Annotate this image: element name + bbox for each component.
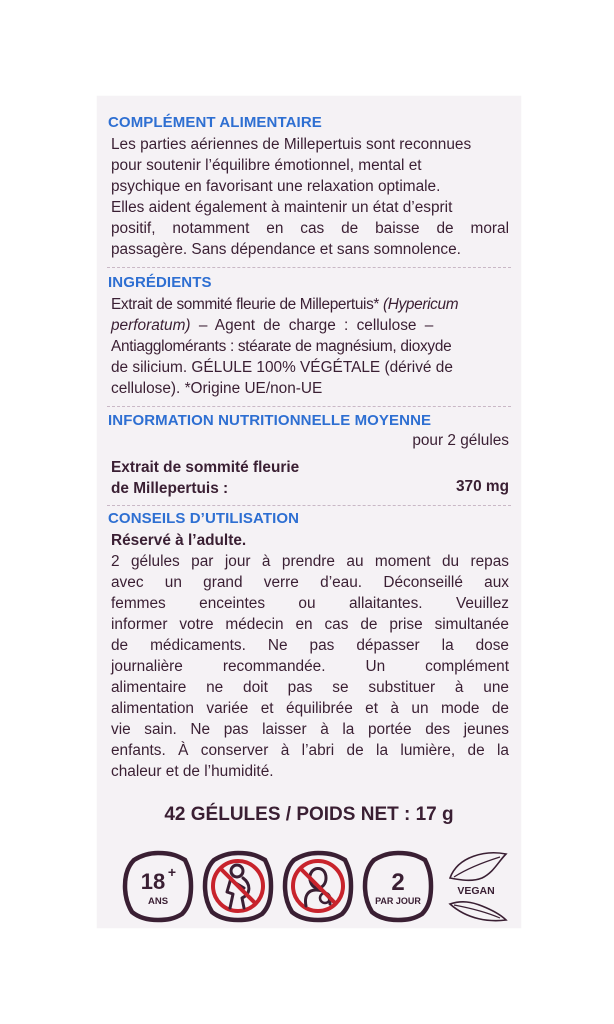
section-divider <box>107 406 511 407</box>
nutrition-item-value: 370 mg <box>455 478 509 495</box>
complement-line: positif, notamment en cas de baisse de moral <box>111 220 509 237</box>
dose-unit: PAR JOUR <box>375 896 421 906</box>
ingredients-latin-name: perforatum) <box>111 317 191 334</box>
ingredients-line: cellulose). *Origine UE/non-UE <box>111 380 323 397</box>
complement-heading: COMPLÉMENT ALIMENTAIRE <box>108 114 322 131</box>
ingredients-line: de silicium. GÉLULE 100% VÉGÉTALE (dérivé de <box>111 359 453 376</box>
usage-heading: CONSEILS D’UTILISATION <box>108 510 300 527</box>
dose-per-day-icon <box>360 848 436 924</box>
complement-line: Elles aident également à maintenir un état d’esprit <box>111 199 453 216</box>
usage-line: avec un grand verre d’eau. Déconseillé aux <box>111 574 509 591</box>
complement-line: psychique en favorisant une relaxation optimale. <box>111 178 441 195</box>
ingredients-line <box>111 294 509 315</box>
ingredients-text: – Agent de charge : cellulose – <box>190 317 434 334</box>
ingredients-line <box>111 315 509 336</box>
dose-number: 2 <box>391 869 405 896</box>
nutrition-item-label: de Millepertuis : <box>111 480 229 497</box>
nutrition-item-label: Extrait de sommité fleurie <box>111 459 300 476</box>
usage-line: chaleur et de l’humidité. <box>111 763 274 780</box>
ingredients-text: Extrait de sommité fleurie de Millepertuis* <box>111 296 384 313</box>
nutrition-heading: INFORMATION NUTRITIONNELLE MOYENNE <box>108 412 432 429</box>
age-18-plus-icon <box>120 848 196 924</box>
complement-line: Les parties aériennes de Millepertuis sont reconnues <box>111 136 472 153</box>
pictogram-row <box>112 848 512 924</box>
usage-reserved: Réservé à l’adulte. <box>111 532 247 549</box>
vegan-leaf-icon <box>438 848 514 924</box>
usage-line: journalière recommandée. Un complément <box>111 658 509 675</box>
complement-line: pour soutenir l’équilibre émotionnel, mental et <box>111 157 422 174</box>
usage-line: informer votre médecin en cas de prise simultanée <box>111 616 509 633</box>
section-divider <box>107 505 511 506</box>
usage-line: enfants. À conserver à l’abri de la lumière, de la <box>111 742 509 759</box>
ingredients-latin-name: (Hypericum <box>383 296 459 313</box>
usage-line: 2 gélules par jour à prendre au moment du repas <box>111 553 509 570</box>
net-weight: 42 GÉLULES / POIDS NET : 17 g <box>164 804 454 825</box>
usage-line: vie sain. Ne pas laisser à la portée des jeunes <box>111 721 509 738</box>
age-number: 18 <box>140 869 166 894</box>
usage-line: alimentation variée et équilibrée et à un mode de <box>111 700 509 717</box>
section-divider <box>107 267 511 268</box>
vegan-label: VEGAN <box>457 885 495 897</box>
complement-line: passagère. Sans dépendance et sans somnolence. <box>111 241 461 258</box>
ingredients-line: Antiagglomérants : stéarate de magnésium, dioxyde <box>111 338 452 355</box>
label-panel <box>97 96 521 928</box>
no-breastfeeding-icon <box>280 848 356 924</box>
usage-line: femmes enceintes ou allaitantes. Veuillez <box>111 595 509 612</box>
usage-line: de médicaments. Ne pas dépasser la dose <box>111 637 509 654</box>
age-plus: + <box>167 864 177 880</box>
nutrition-per-serving: pour 2 gélules <box>412 432 509 449</box>
usage-line: alimentaire ne doit pas se substituer à une <box>111 679 509 696</box>
no-pregnant-women-icon <box>200 848 276 924</box>
ingredients-heading: INGRÉDIENTS <box>108 274 212 291</box>
age-unit: ANS <box>147 896 169 907</box>
